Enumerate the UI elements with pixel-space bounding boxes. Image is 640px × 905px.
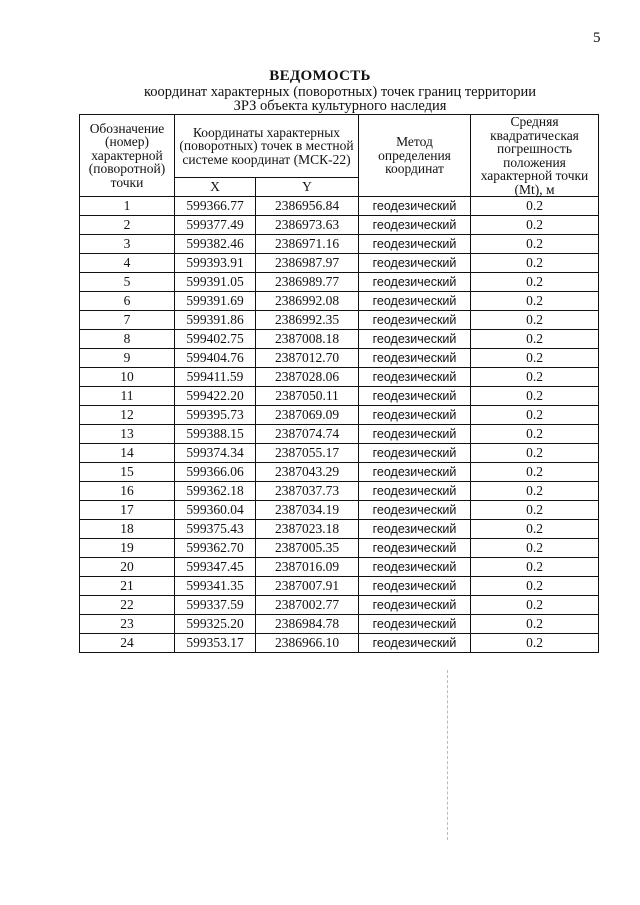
accuracy-cell: 0.2 (471, 520, 599, 539)
point-number-cell: 24 (80, 634, 175, 653)
x-coordinate-cell: 599377.49 (175, 216, 256, 235)
method-cell: геодезический (359, 615, 471, 634)
table-row (80, 254, 599, 273)
x-coordinate-cell: 599402.75 (175, 330, 256, 349)
point-number-cell: 19 (80, 539, 175, 558)
method-cell: геодезический (359, 273, 471, 292)
x-coordinate-cell: 599395.73 (175, 406, 256, 425)
y-coordinate-cell: 2386987.97 (256, 254, 359, 273)
table-row (80, 482, 599, 501)
method-cell: геодезический (359, 330, 471, 349)
accuracy-cell: 0.2 (471, 368, 599, 387)
point-number-cell: 12 (80, 406, 175, 425)
method-cell: геодезический (359, 197, 471, 216)
x-coordinate-cell: 599391.69 (175, 292, 256, 311)
table-row (80, 273, 599, 292)
x-coordinate-cell: 599375.43 (175, 520, 256, 539)
y-coordinate-cell: 2387005.35 (256, 539, 359, 558)
y-coordinate-cell: 2386956.84 (256, 197, 359, 216)
point-number-cell: 1 (80, 197, 175, 216)
x-coordinate-cell: 599362.18 (175, 482, 256, 501)
x-coordinate-cell: 599382.46 (175, 235, 256, 254)
document-subtitle-line-2: ЗРЗ объекта культурного наследия (233, 98, 447, 114)
method-cell: геодезический (359, 235, 471, 254)
table-row (80, 292, 599, 311)
accuracy-cell: 0.2 (471, 444, 599, 463)
table-row (80, 425, 599, 444)
y-coordinate-cell: 2387012.70 (256, 349, 359, 368)
table-row (80, 615, 599, 634)
method-cell: геодезический (359, 349, 471, 368)
x-coordinate-cell: 599341.35 (175, 577, 256, 596)
y-coordinate-cell: 2386966.10 (256, 634, 359, 653)
table-row (80, 349, 599, 368)
point-number-cell: 2 (80, 216, 175, 235)
table-row (80, 501, 599, 520)
accuracy-cell: 0.2 (471, 482, 599, 501)
table-row (80, 311, 599, 330)
accuracy-cell: 0.2 (471, 330, 599, 349)
method-cell: геодезический (359, 501, 471, 520)
table-row (80, 444, 599, 463)
y-coordinate-cell: 2386971.16 (256, 235, 359, 254)
method-cell: геодезический (359, 425, 471, 444)
table-row (80, 235, 599, 254)
accuracy-cell: 0.2 (471, 577, 599, 596)
y-coordinate-cell: 2387069.09 (256, 406, 359, 425)
method-cell: геодезический (359, 292, 471, 311)
table-row (80, 406, 599, 425)
header-method: Метод определения координат (359, 115, 471, 197)
header-coordinates: Координаты характерных (поворотных) точек в местной системе координат (МСК-22) (175, 115, 359, 178)
method-cell: геодезический (359, 406, 471, 425)
point-number-cell: 7 (80, 311, 175, 330)
method-cell: геодезический (359, 596, 471, 615)
accuracy-cell: 0.2 (471, 463, 599, 482)
y-coordinate-cell: 2387028.06 (256, 368, 359, 387)
scan-artifact-line (447, 670, 448, 840)
x-coordinate-cell: 599366.77 (175, 197, 256, 216)
method-cell: геодезический (359, 520, 471, 539)
point-number-cell: 3 (80, 235, 175, 254)
table-row (80, 197, 599, 216)
y-coordinate-cell: 2387007.91 (256, 577, 359, 596)
x-coordinate-cell: 599422.20 (175, 387, 256, 406)
accuracy-cell: 0.2 (471, 501, 599, 520)
point-number-cell: 21 (80, 577, 175, 596)
point-number-cell: 8 (80, 330, 175, 349)
y-coordinate-cell: 2386973.63 (256, 216, 359, 235)
document-subtitle-line-1: координат характерных (поворотных) точек границ территории (143, 84, 537, 100)
accuracy-cell: 0.2 (471, 216, 599, 235)
accuracy-cell: 0.2 (471, 387, 599, 406)
point-number-cell: 10 (80, 368, 175, 387)
method-cell: геодезический (359, 444, 471, 463)
point-number-cell: 6 (80, 292, 175, 311)
y-coordinate-cell: 2386984.78 (256, 615, 359, 634)
table-row (80, 387, 599, 406)
method-cell: геодезический (359, 216, 471, 235)
method-cell: геодезический (359, 311, 471, 330)
x-coordinate-cell: 599393.91 (175, 254, 256, 273)
header-accuracy: Средняя квадратическая погрешность положения характерной точки (Mt), м (471, 115, 599, 197)
table-row (80, 368, 599, 387)
x-coordinate-cell: 599360.04 (175, 501, 256, 520)
y-coordinate-cell: 2387016.09 (256, 558, 359, 577)
table-row (80, 539, 599, 558)
point-number-cell: 14 (80, 444, 175, 463)
y-coordinate-cell: 2387043.29 (256, 463, 359, 482)
point-number-cell: 4 (80, 254, 175, 273)
y-coordinate-cell: 2386989.77 (256, 273, 359, 292)
y-coordinate-cell: 2386992.35 (256, 311, 359, 330)
accuracy-cell: 0.2 (471, 254, 599, 273)
accuracy-cell: 0.2 (471, 349, 599, 368)
point-number-cell: 23 (80, 615, 175, 634)
table-row (80, 216, 599, 235)
point-number-cell: 22 (80, 596, 175, 615)
accuracy-cell: 0.2 (471, 539, 599, 558)
y-coordinate-cell: 2386992.08 (256, 292, 359, 311)
table-row (80, 520, 599, 539)
accuracy-cell: 0.2 (471, 615, 599, 634)
x-coordinate-cell: 599391.05 (175, 273, 256, 292)
x-coordinate-cell: 599404.76 (175, 349, 256, 368)
method-cell: геодезический (359, 254, 471, 273)
y-coordinate-cell: 2387034.19 (256, 501, 359, 520)
header-x: X (175, 178, 256, 197)
point-number-cell: 15 (80, 463, 175, 482)
point-number-cell: 13 (80, 425, 175, 444)
method-cell: геодезический (359, 577, 471, 596)
point-number-cell: 9 (80, 349, 175, 368)
x-coordinate-cell: 599388.15 (175, 425, 256, 444)
accuracy-cell: 0.2 (471, 273, 599, 292)
table-row (80, 577, 599, 596)
y-coordinate-cell: 2387008.18 (256, 330, 359, 349)
point-number-cell: 20 (80, 558, 175, 577)
table-row (80, 596, 599, 615)
x-coordinate-cell: 599325.20 (175, 615, 256, 634)
point-number-cell: 16 (80, 482, 175, 501)
point-number-cell: 5 (80, 273, 175, 292)
table-row (80, 330, 599, 349)
accuracy-cell: 0.2 (471, 406, 599, 425)
method-cell: геодезический (359, 368, 471, 387)
accuracy-cell: 0.2 (471, 197, 599, 216)
page-number: 5 (593, 30, 601, 46)
y-coordinate-cell: 2387037.73 (256, 482, 359, 501)
table-row (80, 463, 599, 482)
x-coordinate-cell: 599353.17 (175, 634, 256, 653)
method-cell: геодезический (359, 539, 471, 558)
point-number-cell: 11 (80, 387, 175, 406)
x-coordinate-cell: 599337.59 (175, 596, 256, 615)
x-coordinate-cell: 599366.06 (175, 463, 256, 482)
method-cell: геодезический (359, 482, 471, 501)
y-coordinate-cell: 2387002.77 (256, 596, 359, 615)
header-y: Y (256, 178, 359, 197)
accuracy-cell: 0.2 (471, 596, 599, 615)
table-row (80, 558, 599, 577)
point-number-cell: 18 (80, 520, 175, 539)
accuracy-cell: 0.2 (471, 311, 599, 330)
x-coordinate-cell: 599374.34 (175, 444, 256, 463)
x-coordinate-cell: 599347.45 (175, 558, 256, 577)
method-cell: геодезический (359, 463, 471, 482)
accuracy-cell: 0.2 (471, 235, 599, 254)
x-coordinate-cell: 599391.86 (175, 311, 256, 330)
header-designation: Обозначение (номер) характерной (поворотной) точки (80, 115, 175, 197)
y-coordinate-cell: 2387055.17 (256, 444, 359, 463)
accuracy-cell: 0.2 (471, 634, 599, 653)
method-cell: геодезический (359, 558, 471, 577)
method-cell: геодезический (359, 387, 471, 406)
table-row (80, 634, 599, 653)
document-title: ВЕДОМОСТЬ (269, 68, 371, 84)
y-coordinate-cell: 2387074.74 (256, 425, 359, 444)
accuracy-cell: 0.2 (471, 558, 599, 577)
coordinates-table (79, 114, 599, 653)
accuracy-cell: 0.2 (471, 292, 599, 311)
x-coordinate-cell: 599362.70 (175, 539, 256, 558)
accuracy-cell: 0.2 (471, 425, 599, 444)
x-coordinate-cell: 599411.59 (175, 368, 256, 387)
y-coordinate-cell: 2387050.11 (256, 387, 359, 406)
point-number-cell: 17 (80, 501, 175, 520)
method-cell: геодезический (359, 634, 471, 653)
y-coordinate-cell: 2387023.18 (256, 520, 359, 539)
